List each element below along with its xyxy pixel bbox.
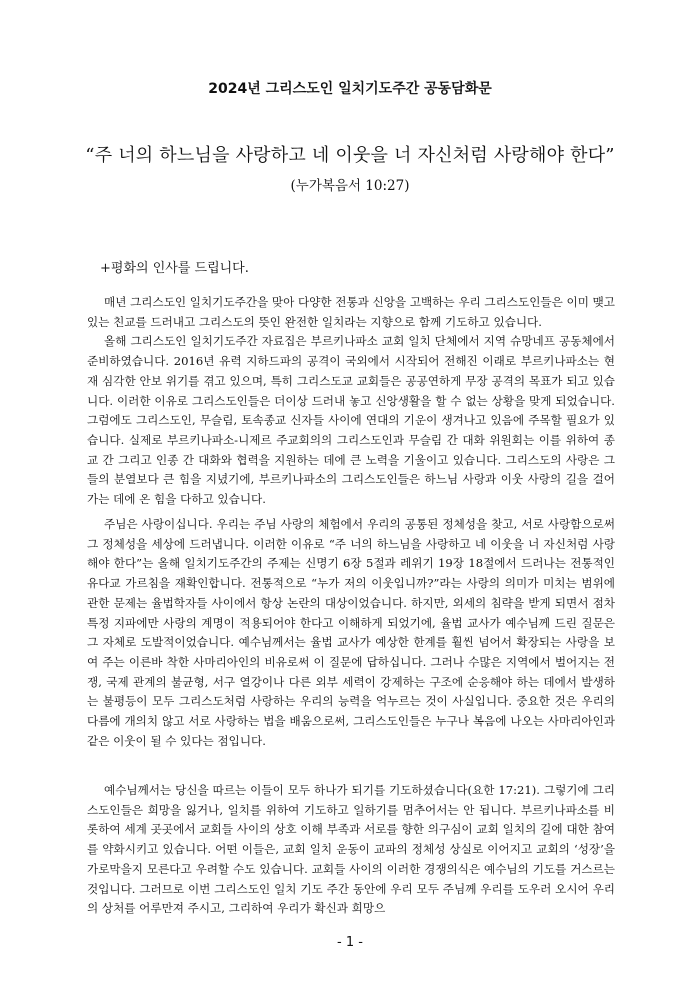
paragraph-block-1 <box>87 293 615 510</box>
paragraph-4: 예수님께서는 당신을 따르는 이들이 모두 하나가 되기를 기도하셨습니다(요한 17:21). 그렇기에 그리스도인들은 희망을 잃거나, 일치를 위하여 기도하고 일하기를 멈추어서는 안 됩니다. 부르키나파소를 비롯하여 세계 곳곳에서 교회들 사이의 상호 이해 부족과 서로를 향한 의구심이 교회 일치의 길에 대한 참여를 약화시키고 있습니다. 어떤 이들은, 교회 일치 운동이 교파의 정체성 상실로 이어지고 교회의 ‘성장’을 가로막을지 모른다고 우려할 수도 있습니다. 교회들 사이의 이러한 경쟁의식은 예수님의 기도를 거스르는 것입니다. 그러므로 이번 그리스도인 일치 기도 주간 동안에 우리 모두 주님께 우리를 도우러 오시어 우리의 상처를 어루만져 주시고, 그리하여 우리가 확신과 희망으 <box>87 783 615 916</box>
paragraph-3: 주님은 사랑이십니다. 우리는 주님 사랑의 체험에서 우리의 공통된 정체성을 찾고, 서로 사랑함으로써 그 정체성을 세상에 드러냅니다. 이러한 이유로 “주 너의 하느님을 사랑하고 네 이웃을 너 자신처럼 사랑해야 한다”는 올해 일치기도주간의 주제는 신명기 6장 5절과 레위기 19장 18절에서 드러나는 전통적인 유다교 가르침을 재확인합니다. 전통적으로 “누가 저의 이웃입니까?”라는 사랑의 의미가 미치는 범위에 관한 문제는 율법학자들 사이에서 항상 논란의 대상이었습니다. 하지만, 외세의 침략을 받게 되면서 점차 특정 지파에만 사랑의 계명이 적용되어야 한다고 이해하게 되었기에, 율법 교사가 예수님께 드린 질문은 그 자체로 도발적이었습니다. 예수님께서는 율법 교사가 예상한 한계를 훨씬 넘어서 확장되는 사랑을 보여 주는 이른바 착한 사마리아인의 비유로써 이 질문에 답하십니다. 그러나 수많은 지역에서 벌어지는 전쟁, 국제 관계의 불균형, 서구 열강이나 다른 외부 세력이 강제하는 구조에 순응해야 하는 데에서 발생하는 불평등이 모두 그리스도처럼 사랑하는 우리의 능력을 억누르는 것이 사실입니다. 중요한 것은 우리의 다름에 개의치 않고 서로 사랑하는 법을 배움으로써, 그리스도인들은 누구나 복음에 나오는 사마리아인과 같은 이웃이 될 수 있다는 점입니다. <box>87 517 615 748</box>
scripture-reference: (누가복음서 10:27) <box>290 178 410 194</box>
theme-quote: “주 너의 하느님을 사랑하고 네 이웃을 너 자신처럼 사랑해야 한다” <box>85 145 615 166</box>
greeting: +평화의 인사를 드립니다. <box>100 261 249 276</box>
paragraph-block-3 <box>87 781 615 919</box>
paragraph-1: 매년 그리스도인 일치기도주간을 맞아 다양한 전통과 신앙을 고백하는 우리 그리스도인들은 이미 맺고 있는 친교를 드러내고 그리스도의 뜻인 완전한 일치라는 지향으로 함께 기도하고 있습니다. <box>87 295 615 329</box>
paragraph-2: 올해 그리스도인 일치기도주간 자료집은 부르키나파소 교회 일치 단체에서 지역 슈망네프 공동체에서 준비하였습니다. 2016년 유력 지하드파의 공격이 국외에서 시작되어 전해진 이래로 부르키나파소는 현재 심각한 안보 위기를 겪고 있으며, 특히 그리스도교 교회들은 공공연하게 무장 공격의 목표가 되고 있습니다. 이러한 이유로 그리스도인들은 더이상 드러내 놓고 신앙생활을 할 수 없는 상황을 맞게 되었습니다. 그럼에도 그리스도인, 무슬림, 토속종교 신자들 사이에 연대의 기운이 생겨나고 있음에 주목할 필요가 있습니다. 실제로 부르키나파소-니제르 주교회의의 그리스도인과 무슬림 간 대화 위원회는 이를 위하여 종교 간 그리고 인종 간 대화와 협력을 지원하는 데에 큰 노력을 기울이고 있습니다. 그리스도의 사랑은 그들의 분열보다 큰 힘을 지녔기에, 부르키나파소의 그리스도인들은 하느님 사랑과 이웃 사랑의 길을 걸어가는 데에 온 힘을 다하고 있습니다. <box>87 334 615 507</box>
page-number: - 1 - <box>337 935 363 950</box>
paragraph-block-2 <box>87 515 615 751</box>
document-heading: 2024년 그리스도인 일치기도주간 공동담화문 <box>208 81 492 97</box>
